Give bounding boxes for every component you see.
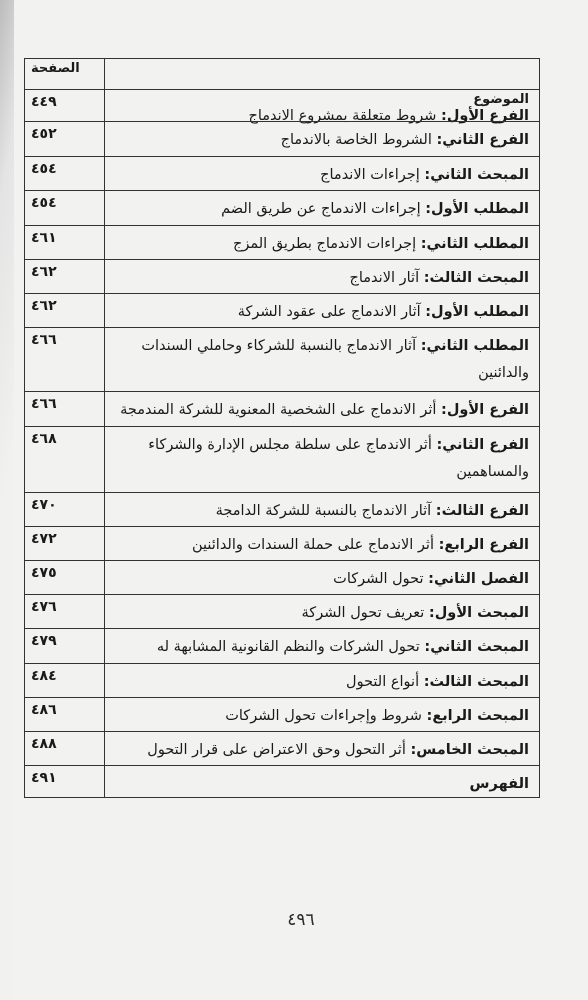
entry-label: المبحث الثالث: [423, 674, 529, 690]
entry-label: الفرع الثاني: [436, 132, 529, 148]
entry-title: تعريف تحول الشركة [301, 605, 429, 621]
page-number: ٤٤٩ [31, 94, 57, 110]
entry-label: المبحث الرابع: [426, 708, 529, 724]
table-row [25, 628, 539, 663]
table-row [25, 426, 539, 492]
table-row [25, 594, 539, 628]
entry-title: تحول الشركات [333, 571, 429, 587]
page-number: ٤٨٤ [31, 668, 57, 684]
entry-label: المبحث الأول: [428, 605, 529, 621]
page-number: ٤٩١ [31, 770, 57, 786]
table-header-row [25, 59, 539, 89]
table-row [25, 391, 539, 426]
entry-title: آثار الاندماج [349, 270, 424, 286]
entry-label: المبحث الثاني: [424, 639, 529, 655]
table-row [25, 190, 539, 225]
entry-label: الفرع الرابع: [438, 537, 529, 553]
entry-title: آثار الاندماج بالنسبة للشركة الدامجة [215, 503, 436, 519]
table-row [25, 492, 539, 526]
page-number: ٤٦٦ [31, 396, 57, 412]
table-row [25, 697, 539, 731]
page-number: ٤٧٦ [31, 599, 57, 615]
entry-title: آثار الاندماج بالنسبة للشركاء وحاملي السندات والدائنين [141, 338, 529, 381]
entry-title: أنواع التحول [346, 674, 424, 690]
entry-label: الفرع الأول: [441, 107, 529, 124]
table-row [25, 225, 539, 259]
table-row [25, 156, 539, 190]
entry-label: المطلب الأول: [425, 304, 529, 320]
entry-title: أثر الاندماج على الشخصية المعنوية للشركة المندمجة [120, 402, 442, 418]
toc-table [24, 58, 540, 798]
entry-title: شروط وإجراءات تحول الشركات [225, 708, 427, 724]
table-row [25, 560, 539, 594]
entry-label: المبحث الخامس: [410, 742, 529, 758]
page-number: ٤٧٥ [31, 565, 57, 581]
entry-label: المطلب الأول: [425, 201, 529, 217]
page-number: ٤٧٢ [31, 531, 57, 547]
page-number: ٤٥٤ [31, 195, 57, 211]
page-number: ٤٧٠ [31, 497, 57, 513]
table-row [25, 121, 539, 156]
page-number: ٤٦٢ [31, 298, 57, 314]
table-row [25, 526, 539, 560]
table-row [25, 259, 539, 293]
entry-title: شروط متعلقة بمشروع الاندماج [248, 107, 442, 124]
entry-label: المطلب الثاني: [420, 338, 529, 354]
entry-title: آثار الاندماج على عقود الشركة [237, 304, 426, 320]
entry-title: الفهرس [469, 776, 529, 792]
page-number: ٤٦٢ [31, 264, 57, 280]
entry-label: المبحث الثاني: [424, 167, 529, 183]
table-row [25, 765, 539, 797]
table-row [25, 89, 539, 124]
page-column-header: الصفحة [31, 61, 80, 76]
topic-column-header: الموضوع [473, 92, 529, 107]
entry-title: تحول الشركات والنظم القانونية المشابهة له [156, 639, 425, 655]
page-number: ٤٨٨ [31, 736, 57, 752]
table-row [25, 731, 539, 765]
page-number: ٤٥٤ [31, 161, 57, 177]
page-footer-number: ٤٩٦ [287, 910, 315, 930]
entry-label: الفرع الأول: [441, 402, 529, 418]
page-number: ٤٦١ [31, 230, 57, 246]
page-number: ٤٦٨ [31, 431, 57, 447]
entry-title: أثر الاندماج على سلطة مجلس الإدارة والشركاء والمساهمين [148, 437, 529, 480]
entry-label: الفرع الثالث: [435, 503, 529, 519]
page-number: ٤٥٢ [31, 126, 57, 142]
table-row [25, 293, 539, 327]
entry-title: أثر الاندماج على حملة السندات والدائنين [191, 537, 439, 553]
entry-title: الشروط الخاصة بالاندماج [280, 132, 437, 148]
page-number: ٤٨٦ [31, 702, 57, 718]
entry-label: الفرع الثاني: [436, 437, 529, 453]
entry-label: المبحث الثالث: [423, 270, 529, 286]
page-number: ٤٦٦ [31, 332, 57, 348]
entry-label: المطلب الثاني: [420, 236, 529, 252]
table-row [25, 327, 539, 391]
page-number: ٤٧٩ [31, 633, 57, 649]
entry-title: إجراءات الاندماج بطريق المزج [233, 236, 421, 252]
entry-label: الفصل الثاني: [428, 571, 529, 587]
table-row [25, 663, 539, 697]
entry-title: إجراءات الاندماج عن طريق الضم [221, 201, 426, 217]
entry-title: إجراءات الاندماج [320, 167, 425, 183]
entry-title: أثر التحول وحق الاعتراض على قرار التحول [147, 742, 411, 758]
book-page [14, 0, 588, 1000]
